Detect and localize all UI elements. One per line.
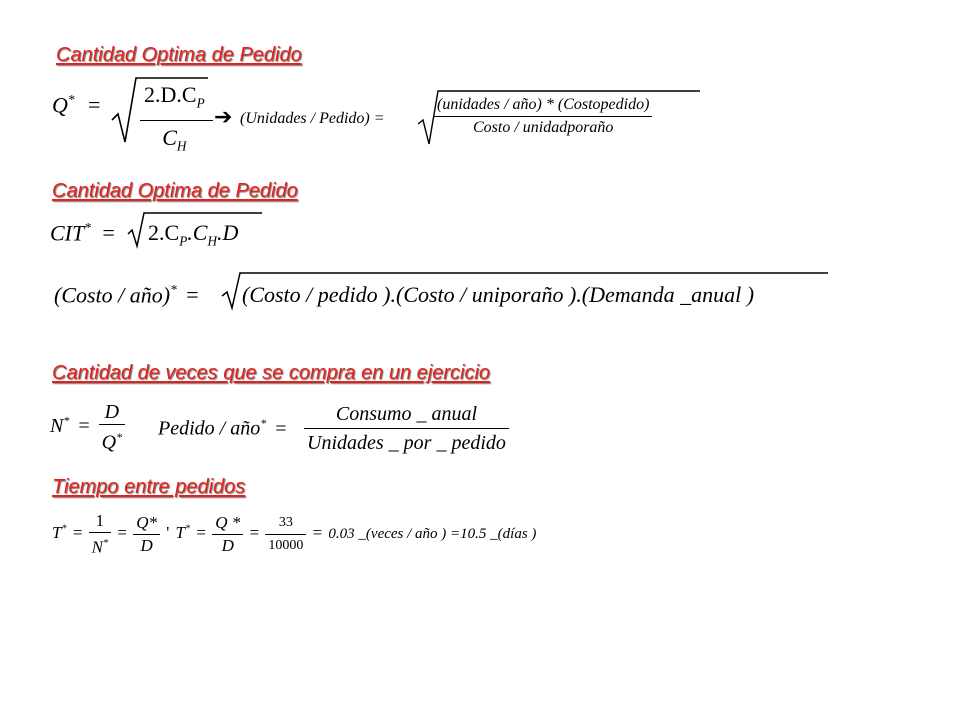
subscript-p: P — [179, 233, 188, 249]
star-symbol: * — [170, 282, 177, 297]
star-symbol: * — [260, 416, 267, 430]
t-fraction-4-numerator: 33 — [278, 514, 293, 530]
eoq-fraction — [140, 80, 213, 162]
subscript-p: P — [196, 95, 205, 111]
q-symbol: Q — [52, 92, 68, 118]
equals-sign: = — [186, 282, 199, 308]
units-numerator: (unidades / año) * (Costopedido) — [437, 96, 650, 113]
t-symbol-2: T — [175, 523, 186, 543]
cost-per-year-radicand: (Costo / pedido ).(Costo / uniporaño ).(Demanda _anual ) — [242, 282, 755, 307]
cit-term-d: .D — [216, 220, 239, 245]
t-fraction-2 — [133, 512, 160, 557]
equals-sign: = — [196, 523, 206, 543]
orders-numerator: Consumo _ anual — [335, 403, 477, 425]
equals-sign: = — [87, 92, 101, 118]
t-fraction-2-numerator: Q* — [136, 512, 157, 532]
star-symbol: * — [185, 523, 191, 535]
heading-cantidad-optima-1: Cantidad Optima de Pedido — [56, 44, 302, 66]
separator-mark: ' — [166, 523, 170, 543]
orders-fraction — [304, 400, 509, 457]
units-denominator: Costo / unidadporaño — [434, 116, 652, 139]
n-numerator: D — [104, 401, 120, 423]
n-denominator: Q — [101, 431, 117, 454]
star-symbol: * — [116, 430, 123, 444]
units-fraction — [434, 94, 652, 139]
subscript-h: H — [176, 138, 187, 154]
subscript-h: H — [207, 233, 217, 249]
t-fraction-4-denominator: 10000 — [265, 534, 306, 557]
t-fraction-3 — [212, 512, 243, 557]
star-symbol: * — [67, 92, 75, 107]
cost-per-year-symbol: (Costo / año) — [54, 282, 171, 308]
heading-cantidad-veces: Cantidad de veces que se compra en un ejercicio — [52, 362, 491, 384]
heading-tiempo-pedidos: Tiempo entre pedidos — [52, 476, 246, 498]
eoq-denominator: C — [162, 125, 177, 151]
t-fraction-1-numerator: 1 — [95, 511, 105, 530]
eoq-numerator: 2.D.C — [144, 82, 197, 107]
heading-cantidad-optima-2: Cantidad Optima de Pedido — [52, 180, 298, 202]
t-fraction-3-numerator: Q * — [215, 512, 241, 532]
equals-sign: = — [117, 523, 127, 543]
equals-sign: = — [78, 414, 90, 437]
t-fraction-1-denominator: N — [91, 537, 103, 557]
equals-sign: = — [72, 523, 83, 543]
cit-term-2cp: 2.C — [148, 220, 180, 245]
cit-symbol: CIT — [50, 220, 85, 246]
star-symbol: * — [84, 220, 91, 235]
orders-per-year-label: Pedido / año — [158, 417, 261, 440]
star-symbol: * — [63, 413, 70, 428]
t-fraction-1 — [89, 510, 111, 559]
implies-arrow-icon: ➔ — [214, 104, 233, 129]
units-per-order-label: (Unidades / Pedido) = — [240, 110, 385, 127]
equals-sign: = — [249, 523, 260, 543]
n-fraction — [99, 400, 125, 455]
orders-denominator: Unidades _ por _ pedido — [304, 428, 509, 457]
t-fraction-4 — [265, 512, 306, 557]
star-symbol: * — [103, 538, 109, 549]
t-fraction-2-denominator: D — [133, 534, 160, 557]
n-symbol: N — [50, 414, 64, 437]
t-symbol: T — [52, 523, 62, 543]
equals-sign: = — [312, 523, 323, 543]
equals-sign: = — [102, 220, 115, 246]
equals-sign: = — [275, 417, 287, 440]
time-result: 0.03 _(veces / año ) =10.5 _(días ) — [328, 526, 537, 543]
star-symbol: * — [61, 523, 67, 535]
t-fraction-3-denominator: D — [212, 534, 243, 557]
cit-term-ch: .C — [187, 220, 208, 245]
